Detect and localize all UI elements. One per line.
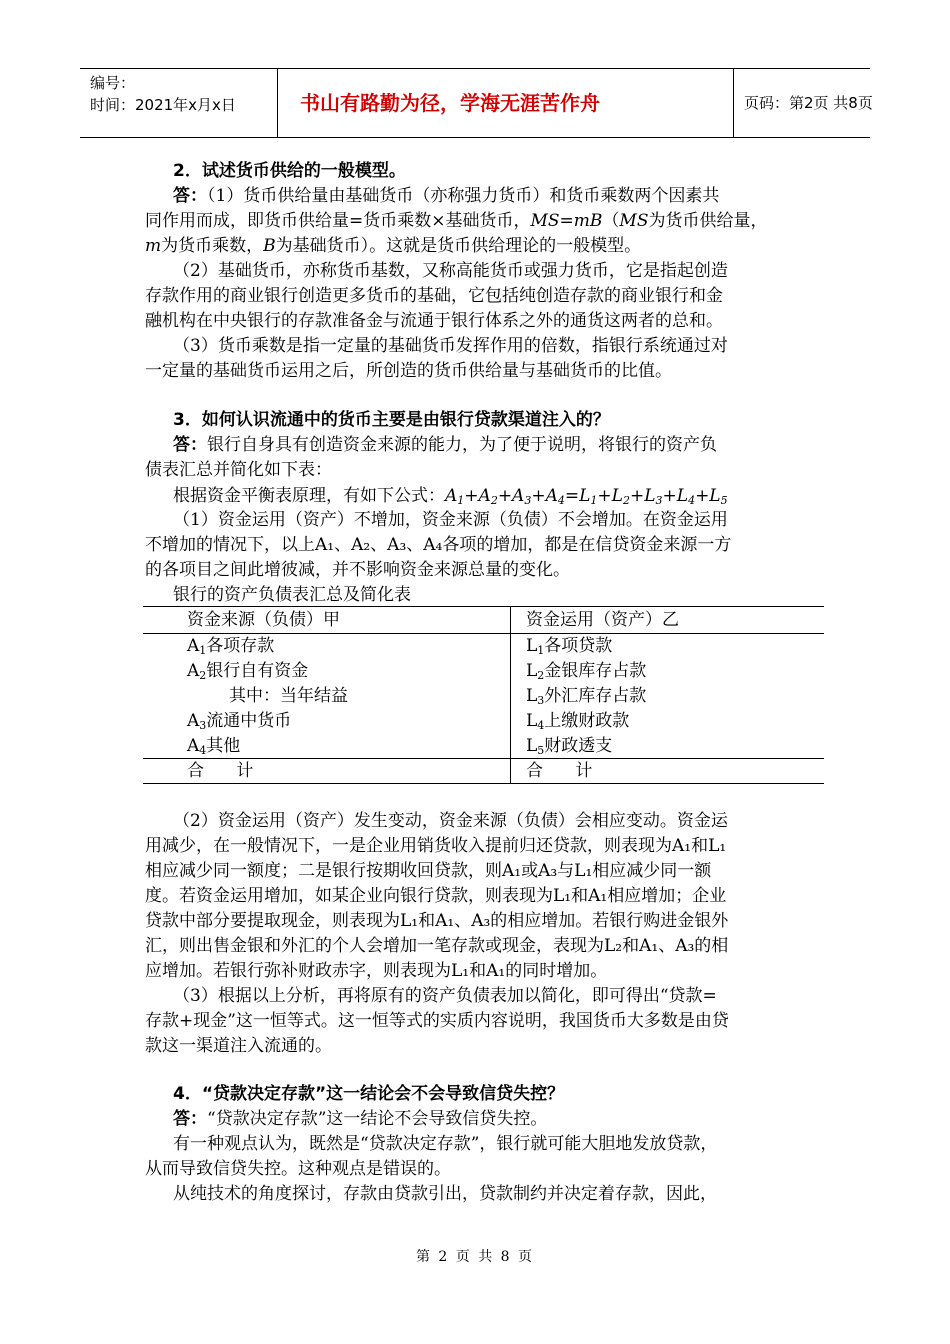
q4-para1-line1: 有一种观点认为，既然是“贷款决定存款”，银行就可能大胆地发放贷款， — [173, 1134, 718, 1154]
q3-para3-line2: 存款+现金”这一恒等式。这一恒等式的实质内容说明，我国货币大多数是由贷 — [145, 1011, 729, 1031]
q2-title: 2．试述货币供给的一般模型。 — [173, 161, 406, 181]
q2-para1-line1: 答：（1）货币供给量由基础货币（亦称强力货币）和货币乘数两个因素共 — [173, 186, 720, 206]
table-cell-a2: $A_2$银行自有资金 — [187, 661, 309, 682]
table-cell-l1: $L_1$各项贷款 — [526, 636, 613, 657]
q2-para3-line1: （3）货币乘数是指一定量的基础货币发挥作用的倍数，指银行系统通过对 — [173, 336, 728, 356]
balance-sheet-table — [143, 606, 824, 784]
table-total-right: 合 计 — [526, 761, 593, 781]
q3-para3-line1: （3）根据以上分析，再将原有的资产负债表加以简化，即可得出“贷款= — [173, 986, 717, 1006]
answer-label: 答： — [173, 186, 207, 206]
q4-para2-line1: 从纯技术的角度探讨，存款由贷款引出，贷款制约并决定着存款，因此， — [173, 1184, 717, 1204]
q3-para0-line1: 答：银行自身具有创造资金来源的能力，为了便于说明，将银行的资产负 — [173, 435, 717, 455]
table-cell-l2: $L_2$金银库存占款 — [526, 661, 647, 682]
q3-para1-line1: （1）资金运用（资产）不增加，资金来源（负债）不会增加。在资金运用 — [173, 510, 728, 530]
table-header-assets: 资金运用（资产）乙 — [526, 610, 679, 630]
balance-formula: $A_1+A_2+A_3+A_4=L_1+L_2+L_3+L_4+L_5$ — [445, 486, 728, 507]
q3-title: 3．如何认识流通中的货币主要是由银行贷款渠道注入的？ — [173, 410, 610, 430]
header-meta — [80, 69, 278, 137]
number-label: 编号： — [90, 74, 136, 92]
q2-para2-line2: 存款作用的商业银行创造更多货币的基础，它包括纯创造存款的商业银行和金 — [145, 286, 723, 306]
q3-para2-line2: 用减少，在一般情况下，一是企业用销货收入提前归还贷款，则表现为A₁和L₁ — [145, 836, 727, 856]
table-cell-a2-sub: 其中：当年结益 — [229, 686, 348, 706]
q2-para1-line3: m为货币乘数，B为基础货币）。这就是货币供给理论的一般模型。 — [145, 236, 642, 256]
q3-para2-line7: 应增加。若银行弥补财政赤字，则表现为L₁和A₁的同时增加。 — [145, 961, 608, 981]
q3-formula-line: 根据资金平衡表原理，有如下公式：$A_1+A_2+A_3+A_4=L_1+L_2+L_3+L_4+L_5$ — [173, 486, 728, 507]
q3-para2-line4: 度。若资金运用增加，如某企业向银行贷款，则表现为L₁和A₁相应增加；企业 — [145, 886, 727, 906]
q4-para1-line2: 从而导致信贷失控。这种观点是错误的。 — [145, 1159, 451, 1179]
table-total-left: 合 计 — [187, 761, 254, 781]
answer-label: 答： — [173, 1109, 207, 1129]
q2-para2-line1: （2）基础货币，亦称货币基数，又称高能货币或强力货币，它是指起创造 — [173, 261, 728, 281]
answer-label: 答： — [173, 435, 207, 455]
page-footer: 第 2 页 共 8 页 — [415, 1249, 535, 1265]
q3-para1-line3: 的各项目之间此增彼减，并不影响资金来源总量的变化。 — [145, 560, 570, 580]
table-cell-l3: $L_3$外汇库存占款 — [526, 686, 647, 707]
q2-para1-line2: 同作用而成，即货币供给量=货币乘数×基础货币，MS=mB（MS为货币供给量， — [145, 211, 768, 231]
q3-para2-line1: （2）资金运用（资产）发生变动，资金来源（负债）会相应变动。资金运 — [173, 811, 728, 831]
table-cell-a1: $A_1$各项存款 — [187, 636, 275, 657]
header-motto: 书山有路勤为径，学海无涯苦作舟 — [278, 69, 734, 137]
q3-para2-line6: 汇，则出售金银和外汇的个人会增加一笔存款或现金，表现为L₂和A₁、A₃的相 — [145, 936, 729, 956]
table-caption: 银行的资产负债表汇总及简化表 — [173, 585, 411, 605]
q2-para2-line3: 融机构在中央银行的存款准备金与流通于银行体系之外的通货这两者的总和。 — [145, 311, 723, 331]
table-cell-l4: $L_4$上缴财政款 — [526, 711, 630, 732]
q4-answer-line: 答：“贷款决定存款”这一结论不会导致信贷失控。 — [173, 1109, 548, 1129]
q3-para2-line5: 贷款中部分要提取现金，则表现为L₁和A₁、A₃的相应增加。若银行购进金银外 — [145, 911, 729, 931]
table-cell-a4: $A_4$其他 — [187, 736, 241, 757]
q3-para0-line2: 债表汇总并简化如下表： — [145, 460, 332, 480]
q3-para1-line2: 不增加的情况下，以上A₁、A₂、A₃、A₄各项的增加，都是在信贷资金来源一方 — [145, 535, 732, 555]
table-header-liabilities: 资金来源（负债）甲 — [187, 610, 340, 630]
time-label: 时间：2021年x月x日 — [90, 96, 236, 114]
page-header — [80, 68, 873, 138]
q4-title: 4．“贷款决定存款”这一结论会不会导致信贷失控？ — [173, 1084, 565, 1104]
table-cell-l5: $L_5$财政透支 — [526, 736, 613, 757]
header-page-info: 页码：第2页 共8页 — [744, 94, 873, 112]
q3-para2-line3: 相应减少同一额度；二是银行按期收回贷款，则A₁或A₃与L₁相应减少同一额 — [145, 861, 712, 881]
q3-para3-line3: 款这一渠道注入流通的。 — [145, 1036, 332, 1056]
q2-para3-line2: 一定量的基础货币运用之后，所创造的货币供给量与基础货币的比值。 — [145, 361, 672, 381]
table-cell-a3: $A_3$流通中货币 — [187, 711, 292, 732]
